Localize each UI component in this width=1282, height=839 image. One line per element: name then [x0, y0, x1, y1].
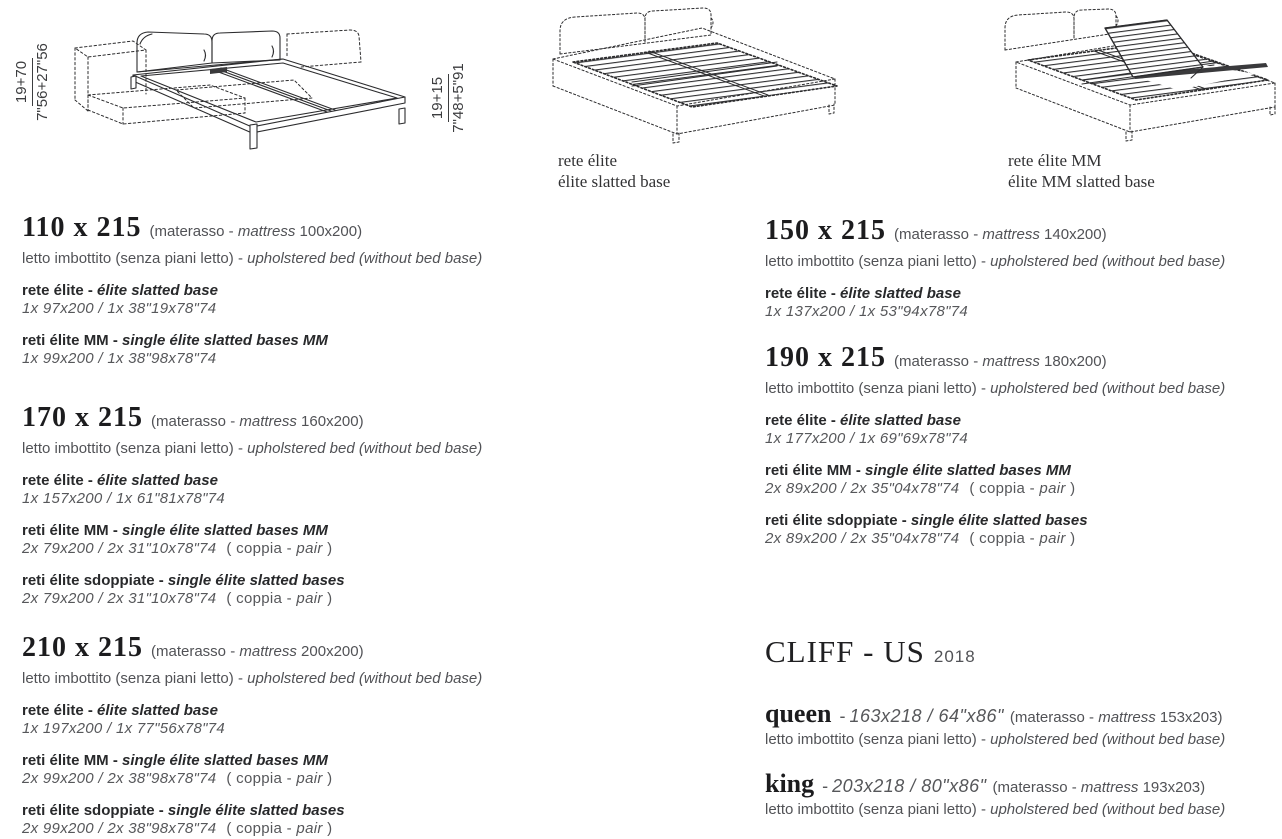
base-option-dims: [22, 720, 492, 737]
option-name-en: single élite slatted bases: [167, 572, 345, 589]
option-dims-value: 1x 97x200 / 1x 38"19x78"74: [22, 300, 217, 317]
pair-note-close: ): [1065, 480, 1076, 497]
base-option: [765, 412, 1235, 447]
size-block-title-row: [22, 403, 492, 437]
base-option: [22, 282, 492, 317]
option-dims-value: 2x 99x200 / 2x 38"98x78"74: [22, 770, 217, 787]
subtitle-en: upholstered bed (without bed base): [990, 253, 1226, 270]
bed-height-dimension-left: [12, 17, 56, 147]
base-option-name: [22, 702, 492, 719]
pair-note-close: ): [1065, 530, 1076, 547]
option-name-it: rete élite -: [765, 412, 841, 429]
upholstered-bed-technical-drawing: [6, 6, 476, 181]
base-elite-caption-line1: rete élite: [558, 151, 617, 170]
option-name-it: reti élite MM -: [22, 332, 123, 349]
size-title: 150 x 215: [765, 215, 886, 246]
size-title: 110 x 215: [22, 212, 142, 243]
dimension-inch: 7"48+5"91: [450, 63, 467, 133]
mattress-note: [151, 413, 364, 430]
base-option: [22, 752, 492, 787]
mattress-note-it: (materasso -: [894, 226, 983, 243]
bed-type-subtitle: [765, 380, 1235, 397]
option-dims-value: 2x 89x200 / 2x 35"04x78"74: [765, 530, 960, 547]
option-name-en: single élite slatted bases MM: [122, 752, 328, 769]
option-dims-value: 1x 157x200 / 1x 61"81x78"74: [22, 490, 226, 507]
option-dims-value: 1x 177x200 / 1x 69"69x78"74: [765, 430, 969, 447]
mattress-note-size: 100x200): [295, 223, 363, 240]
collection-title: CLIFF - US: [765, 634, 925, 669]
base-option-name: [22, 332, 492, 349]
base-option-dims: [22, 300, 492, 317]
pair-note-en: pair: [1039, 480, 1066, 497]
pair-note-en: pair: [296, 820, 323, 837]
option-name-it: reti élite MM -: [22, 522, 123, 539]
mattress-note: [151, 643, 364, 660]
mattress-note-en: mattress: [237, 223, 296, 240]
option-name-en: élite slatted base: [97, 472, 218, 489]
size-block-150x215: [765, 216, 1235, 320]
base-option: [765, 512, 1235, 547]
size-title: 210 x 215: [22, 632, 143, 663]
base-elite-mm-caption-line1: rete élite MM: [1008, 151, 1102, 170]
dimension-cm: 19+15: [428, 74, 449, 122]
base-option: [22, 572, 492, 607]
subtitle-it: letto imbottito (senza piani letto) -: [765, 731, 991, 748]
model-dims: 203x218 / 80"x86": [832, 776, 987, 796]
mattress-note-size: 200x200): [296, 643, 364, 660]
model-line: [765, 699, 1282, 729]
pair-note-en: pair: [296, 590, 323, 607]
pair-note: [226, 590, 332, 607]
pair-note-it: ( coppia -: [226, 540, 297, 557]
option-name-en: élite slatted base: [840, 412, 961, 429]
pair-note-en: pair: [296, 770, 323, 787]
size-block-title-row: [22, 213, 492, 247]
mattress-note-size: 193x203): [1138, 779, 1206, 796]
pair-note-it: ( coppia -: [226, 770, 297, 787]
base-option-dims: [22, 820, 492, 837]
base-option-dims: [22, 350, 492, 367]
option-dims-value: 2x 89x200 / 2x 35"04x78"74: [765, 480, 960, 497]
base-option-name: [765, 285, 1235, 302]
subtitle-it: letto imbottito (senza piani letto) -: [765, 253, 991, 270]
option-name-it: rete élite -: [22, 472, 98, 489]
size-block-210x215: [22, 633, 492, 837]
option-name-it: reti élite MM -: [765, 462, 866, 479]
base-option-dims: [765, 530, 1235, 547]
mattress-note-it: (materasso -: [151, 413, 240, 430]
base-option: [22, 332, 492, 367]
option-name-en: single élite slatted bases MM: [122, 522, 328, 539]
base-option-dims: [22, 490, 492, 507]
mattress-note-size: 153x203): [1155, 709, 1223, 726]
pair-note-it: ( coppia -: [226, 590, 297, 607]
bed-type-subtitle: [765, 801, 1282, 818]
mattress-note-en: mattress: [239, 413, 297, 430]
mattress-note-en: mattress: [982, 353, 1040, 370]
subtitle-en: upholstered bed (without bed base): [990, 801, 1226, 818]
dashed-headboard: [1005, 9, 1118, 50]
mattress-note-it: (materasso -: [149, 223, 238, 240]
base-option-name: [22, 802, 492, 819]
model-dash: -: [839, 706, 846, 726]
size-block-title-row: [765, 343, 1235, 377]
option-name-en: élite slatted base: [97, 702, 218, 719]
size-title: 170 x 215: [22, 402, 143, 433]
option-name-it: rete élite -: [22, 282, 98, 299]
pair-note-en: pair: [1039, 530, 1066, 547]
bed-legs: [131, 76, 405, 149]
base-elite-caption: [558, 150, 670, 192]
base-option-name: [765, 512, 1235, 529]
size-block-170x215: [22, 403, 492, 607]
base-option-name: [22, 572, 492, 589]
pair-note: [226, 540, 332, 557]
pair-note: [226, 770, 332, 787]
bed-type-subtitle: [765, 731, 1282, 748]
dimension-cm: 19+70: [12, 58, 33, 106]
model-name: king: [765, 769, 815, 798]
option-name-it: rete élite -: [22, 702, 98, 719]
mattress-note-size: 180x200): [1039, 353, 1107, 370]
subtitle-en: upholstered bed (without bed base): [990, 380, 1226, 397]
subtitle-it: letto imbottito (senza piani letto) -: [22, 250, 248, 267]
base-option-dims: [765, 480, 1235, 497]
base-elite-mm-caption-line2: élite MM slatted base: [1008, 172, 1155, 191]
model-dash: -: [822, 776, 829, 796]
bed-type-subtitle: [22, 440, 492, 457]
option-dims-value: 2x 79x200 / 2x 31"10x78"74: [22, 540, 217, 557]
dashed-side-panel-boxes: [75, 41, 245, 124]
base-option-name: [765, 412, 1235, 429]
option-name-en: élite slatted base: [97, 282, 218, 299]
subtitle-it: letto imbottito (senza piani letto) -: [22, 670, 248, 687]
mattress-note-it: (materasso -: [894, 353, 983, 370]
base-option-name: [22, 522, 492, 539]
bed-type-subtitle: [765, 253, 1235, 270]
base-elite-mm-caption: [1008, 150, 1155, 192]
us-section-heading: [765, 634, 976, 670]
pair-note-it: ( coppia -: [969, 530, 1040, 547]
mattress-note: [894, 353, 1107, 370]
option-name-it: rete élite -: [765, 285, 841, 302]
mattress-note-size: 140x200): [1039, 226, 1107, 243]
mattress-note-en: mattress: [1098, 709, 1156, 726]
option-name-en: single élite slatted bases: [910, 512, 1088, 529]
subtitle-en: upholstered bed (without bed base): [247, 440, 483, 457]
bed-height-dimension-right: [428, 33, 472, 163]
dashed-headboard-extension: [287, 30, 361, 67]
model-dims: 163x218 / 64"x86": [849, 706, 1004, 726]
size-block-110x215: [22, 213, 492, 367]
mattress-note-size: 160x200): [296, 413, 364, 430]
size-block-title-row: [22, 633, 492, 667]
pair-note-close: ): [322, 820, 333, 837]
pair-note-close: ): [322, 770, 333, 787]
model-block-king: [765, 769, 1282, 818]
option-name-it: reti élite sdoppiate -: [22, 802, 168, 819]
option-dims-value: 1x 197x200 / 1x 77"56x78"74: [22, 720, 226, 737]
size-block-title-row: [765, 216, 1235, 250]
model-line: [765, 769, 1282, 799]
collection-year: 2018: [933, 647, 976, 666]
option-dims-value: 2x 99x200 / 2x 38"98x78"74: [22, 820, 217, 837]
mattress-note-en: mattress: [982, 226, 1040, 243]
size-title: 190 x 215: [765, 342, 886, 373]
elite-mm-slatted-base-drawing: [998, 2, 1282, 152]
option-dims-value: 1x 137x200 / 1x 53"94x78"74: [765, 303, 969, 320]
model-block-queen: [765, 699, 1282, 748]
option-dims-value: 2x 79x200 / 2x 31"10x78"74: [22, 590, 217, 607]
mattress-note-en: mattress: [239, 643, 297, 660]
pair-note: [226, 820, 332, 837]
dimension-inch: 7"56+27"56: [34, 43, 51, 121]
pair-note-close: ): [322, 540, 333, 557]
base-option-dims: [22, 590, 492, 607]
base-option: [22, 802, 492, 837]
mattress-note-it: (materasso -: [151, 643, 240, 660]
pair-note-it: ( coppia -: [969, 480, 1040, 497]
base-option: [22, 472, 492, 507]
subtitle-en: upholstered bed (without bed base): [247, 670, 483, 687]
pair-note-en: pair: [296, 540, 323, 557]
pair-note: [969, 530, 1075, 547]
mattress-note: [894, 226, 1107, 243]
base-elite-caption-line2: élite slatted base: [558, 172, 671, 191]
base-option-name: [765, 462, 1235, 479]
base-option: [22, 522, 492, 557]
mattress-note-it: (materasso -: [1009, 709, 1099, 726]
mattress-note-it: (materasso -: [992, 779, 1081, 796]
pair-note: [969, 480, 1075, 497]
option-name-it: reti élite sdoppiate -: [765, 512, 911, 529]
mattress-note-en: mattress: [1080, 779, 1139, 796]
option-dims-value: 1x 99x200 / 1x 38"98x78"74: [22, 350, 217, 367]
base-option: [22, 702, 492, 737]
option-name-en: single élite slatted bases: [167, 802, 345, 819]
mattress-note: [1010, 709, 1223, 726]
base-option-dims: [765, 303, 1235, 320]
base-option-name: [22, 752, 492, 769]
bed-platform: [133, 59, 405, 133]
subtitle-en: upholstered bed (without bed base): [990, 731, 1226, 748]
bed-type-subtitle: [22, 670, 492, 687]
subtitle-en: upholstered bed (without bed base): [247, 250, 483, 267]
pair-note-close: ): [322, 590, 333, 607]
elite-slatted-base-drawing: [545, 2, 917, 150]
base-option-dims: [765, 430, 1235, 447]
base-option-dims: [22, 540, 492, 557]
option-name-it: reti élite sdoppiate -: [22, 572, 168, 589]
base-option-name: [22, 472, 492, 489]
option-name-en: élite slatted base: [840, 285, 961, 302]
base-option-name: [22, 282, 492, 299]
pair-note-it: ( coppia -: [226, 820, 297, 837]
subtitle-it: letto imbottito (senza piani letto) -: [765, 380, 991, 397]
size-block-190x215: [765, 343, 1235, 547]
mattress-note: [149, 223, 362, 240]
model-name: queen: [765, 699, 832, 728]
subtitle-it: letto imbottito (senza piani letto) -: [22, 440, 248, 457]
mattress-note: [993, 779, 1206, 796]
headboard-cushions: [137, 31, 283, 72]
subtitle-it: letto imbottito (senza piani letto) -: [765, 801, 991, 818]
base-option-dims: [22, 770, 492, 787]
bed-type-subtitle: [22, 250, 492, 267]
option-name-en: single élite slatted bases MM: [122, 332, 328, 349]
base-option: [765, 285, 1235, 320]
option-name-it: reti élite MM -: [22, 752, 123, 769]
base-option: [765, 462, 1235, 497]
slat-deck: [573, 43, 837, 107]
option-name-en: single élite slatted bases MM: [865, 462, 1071, 479]
